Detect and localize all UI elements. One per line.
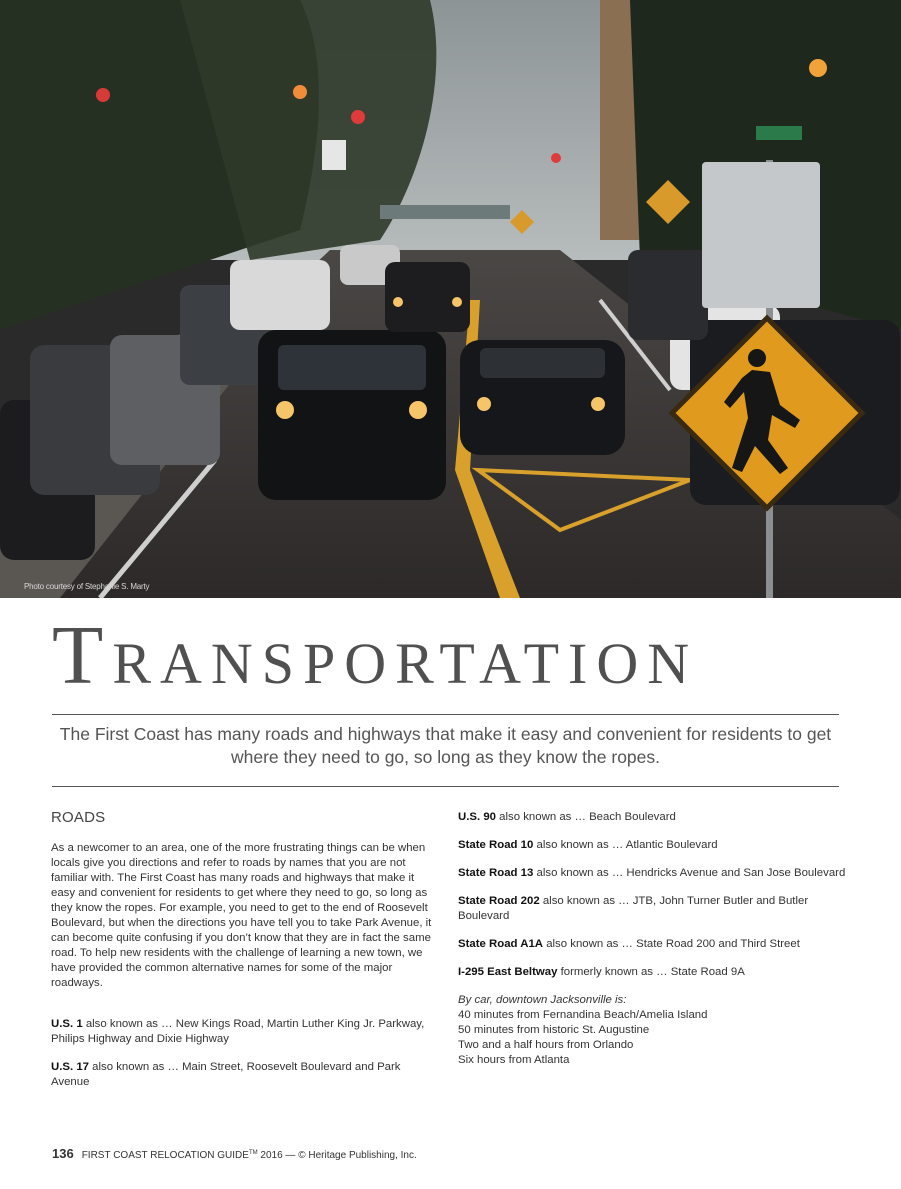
road-name: State Road 13 xyxy=(458,867,534,879)
footer-separator: — xyxy=(282,1150,299,1161)
page-footer xyxy=(52,1146,417,1161)
road-entry xyxy=(51,1060,441,1090)
road-entry xyxy=(458,810,848,825)
road-name: I-295 East Beltway xyxy=(458,966,558,978)
copyright: © Heritage Publishing, Inc. xyxy=(298,1150,417,1161)
road-entry xyxy=(458,838,848,853)
trademark: TM xyxy=(248,1150,258,1156)
road-name: State Road A1A xyxy=(458,938,544,950)
road-aliases: also known as … Atlantic Boulevard xyxy=(533,839,718,851)
drive-time-line: Two and a half hours from Orlando xyxy=(458,1039,634,1051)
road-aliases: also known as … Beach Boulevard xyxy=(496,811,676,823)
page-number: 136 xyxy=(52,1146,74,1161)
page-title-initial: T xyxy=(52,609,113,702)
road-name: State Road 10 xyxy=(458,839,534,851)
road-aliases: also known as … New Kings Road, Martin Luther King Jr. Parkway, Philips Highway and Dixie Highway xyxy=(51,1018,425,1045)
road-entry xyxy=(51,1017,441,1047)
photo-credit: Photo courtesy of Stephanie S. Marty xyxy=(24,582,150,591)
sedan-windshield xyxy=(480,348,605,378)
traffic-light xyxy=(551,153,561,163)
right-column xyxy=(458,810,848,1068)
bridge xyxy=(380,205,510,219)
no-turn-sign xyxy=(322,140,346,170)
road-aliases: formerly known as … State Road 9A xyxy=(557,966,745,978)
headlight xyxy=(393,297,403,307)
roads-paragraph: As a newcomer to an area, one of the more frustrating things can be when locals give you directions and refer to roads by names that you are not familiar with. The First Coast has many roads and highways that make it easy and convenient for residents to get where they need to go, so long as they know the ropes. For example, you need to get to the end of Roosevelt Boulevard, but when the directions you have tell you to take Park Avenue, it can become quite confusing if you don’t know that they are in fact the same road. To help new residents with the challenge of learning a new town, we have provided the common alternative names for some of the major roadways. xyxy=(51,842,432,989)
drive-times-heading: By car, downtown Jacksonville is: xyxy=(458,994,627,1006)
road-entry xyxy=(458,965,848,980)
drive-time-line: 40 minutes from Fernandina Beach/Amelia Island xyxy=(458,1009,708,1021)
roads-heading: ROADS xyxy=(51,809,106,826)
road-aliases: also known as … Main Street, Roosevelt Boulevard and Park Avenue xyxy=(51,1061,401,1088)
parked-car xyxy=(230,260,330,330)
traffic-light xyxy=(351,110,365,124)
distant-car xyxy=(385,262,470,332)
street-name-sign xyxy=(756,126,802,140)
headlight xyxy=(452,297,462,307)
road-entry xyxy=(458,866,848,881)
guide-year: 2016 xyxy=(257,1150,283,1161)
guide-name: FIRST COAST RELOCATION GUIDE xyxy=(81,1150,249,1161)
road-name: U.S. 1 xyxy=(51,1018,83,1030)
road-name: U.S. 17 xyxy=(51,1061,89,1073)
drive-time-line: 50 minutes from historic St. Augustine xyxy=(458,1024,650,1036)
traffic-light xyxy=(96,88,110,102)
road-aliases: also known as … State Road 200 and Third Street xyxy=(543,938,800,950)
road-entry xyxy=(458,894,848,924)
page-title-rest: RANSPORTATION xyxy=(112,631,699,696)
road-entry xyxy=(458,937,848,952)
road-name: State Road 202 xyxy=(458,895,540,907)
road-name: U.S. 90 xyxy=(458,811,496,823)
divider-top xyxy=(52,714,839,715)
truck-windshield xyxy=(278,345,426,390)
drive-time-line: Six hours from Atlanta xyxy=(458,1054,570,1066)
intro-text: The First Coast has many roads and highways that make it easy and convenient for residents to get where they need to go, so long as they know the ropes. xyxy=(59,724,832,767)
sign-back xyxy=(702,162,820,308)
traffic-light xyxy=(293,85,307,99)
headlight xyxy=(591,397,605,411)
road-aliases: also known as … Hendricks Avenue and San Jose Boulevard xyxy=(533,867,846,879)
page-title xyxy=(52,609,852,702)
headlight xyxy=(276,401,294,419)
divider-bottom xyxy=(52,786,839,787)
parked-car xyxy=(628,250,708,340)
road-aliases: also known as … JTB, John Turner Butler and Butler Boulevard xyxy=(458,895,809,922)
left-column xyxy=(51,809,441,1103)
headlight xyxy=(477,397,491,411)
traffic-light xyxy=(809,59,827,77)
headlight xyxy=(409,401,427,419)
